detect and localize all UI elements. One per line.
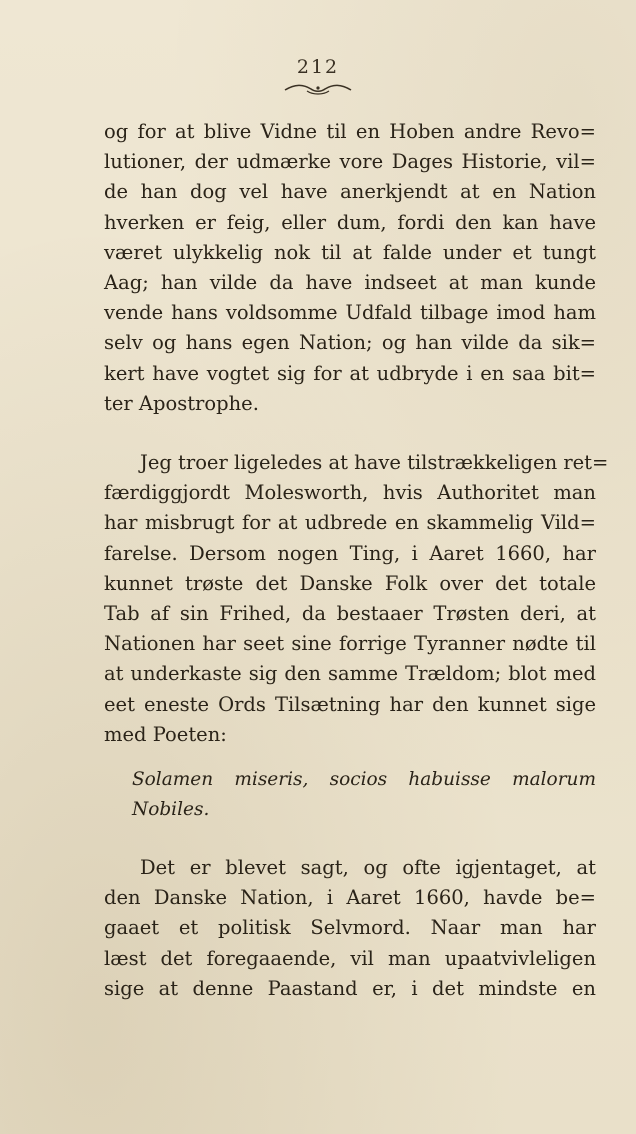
text-line: eet eneste Ords Tilsætning har den kunnet sige [104, 692, 596, 716]
text-line: den Danske Nation, i Aaret 1660, havde be= [104, 886, 596, 910]
text-line: Aag; han vilde da have indseet at man kunde [104, 270, 596, 294]
text-line: at underkaste sig den samme Trældom; blot med [104, 662, 596, 686]
text-line: lutioner, der udmærke vore Dages Historie, vil= [104, 150, 596, 174]
text-line: de han dog vel have anerkjendt at en Nation [104, 180, 596, 204]
text-line: læst det foregaaende, vil man upaatvivleligen [104, 946, 596, 970]
quote-line: Nobiles. [132, 799, 210, 821]
text-line: kert have vogtet sig for at udbryde i en saa bit= [104, 361, 596, 385]
text-line: været ulykkelig nok til at falde under et tungt [104, 240, 596, 264]
quote-line: Solamen miseris, socios habuisse malorum [132, 769, 596, 790]
paragraph-1 [104, 117, 596, 419]
text-line: hverken er feig, eller dum, fordi den kan have [104, 210, 596, 234]
text-line: Tab af sin Frihed, da bestaaer Trøsten deri, at [104, 601, 596, 625]
page-number: 212 [296, 56, 340, 78]
text-line: med Poeten: [104, 722, 227, 746]
text-line: har misbrugt for at udbrede en skammelig Vild= [104, 511, 596, 535]
paragraph-2 [104, 448, 609, 750]
text-line: selv og hans egen Nation; og han vilde da sik= [104, 331, 596, 355]
text-line: færdiggjordt Molesworth, hvis Authoritet man [104, 481, 596, 505]
text-line: og for at blive Vidne til en Hoben andre Revo= [104, 120, 596, 143]
text-line: vende hans voldsomme Udfald tilbage imod ham [104, 301, 596, 325]
text-line: Det er blevet sagt, og ofte igjentaget, at [140, 856, 596, 879]
text-line: farelse. Dersom nogen Ting, i Aaret 1660, har [104, 541, 596, 565]
latin-quote [132, 765, 596, 825]
text-line: Jeg troer ligeledes at have tilstrækkeligen ret= [140, 451, 609, 474]
ornament-flourish-icon [283, 82, 353, 102]
text-line: ter Apostrophe. [104, 391, 259, 415]
text-line: gaaet et politisk Selvmord. Naar man har [104, 916, 596, 940]
text-line: kunnet trøste det Danske Folk over det totale [104, 571, 596, 595]
paragraph-3 [104, 853, 596, 1004]
text-line: Nationen har seet sine forrige Tyranner nødte til [104, 632, 596, 656]
text-line: sige at denne Paastand er, i det mindste en [104, 976, 596, 1000]
